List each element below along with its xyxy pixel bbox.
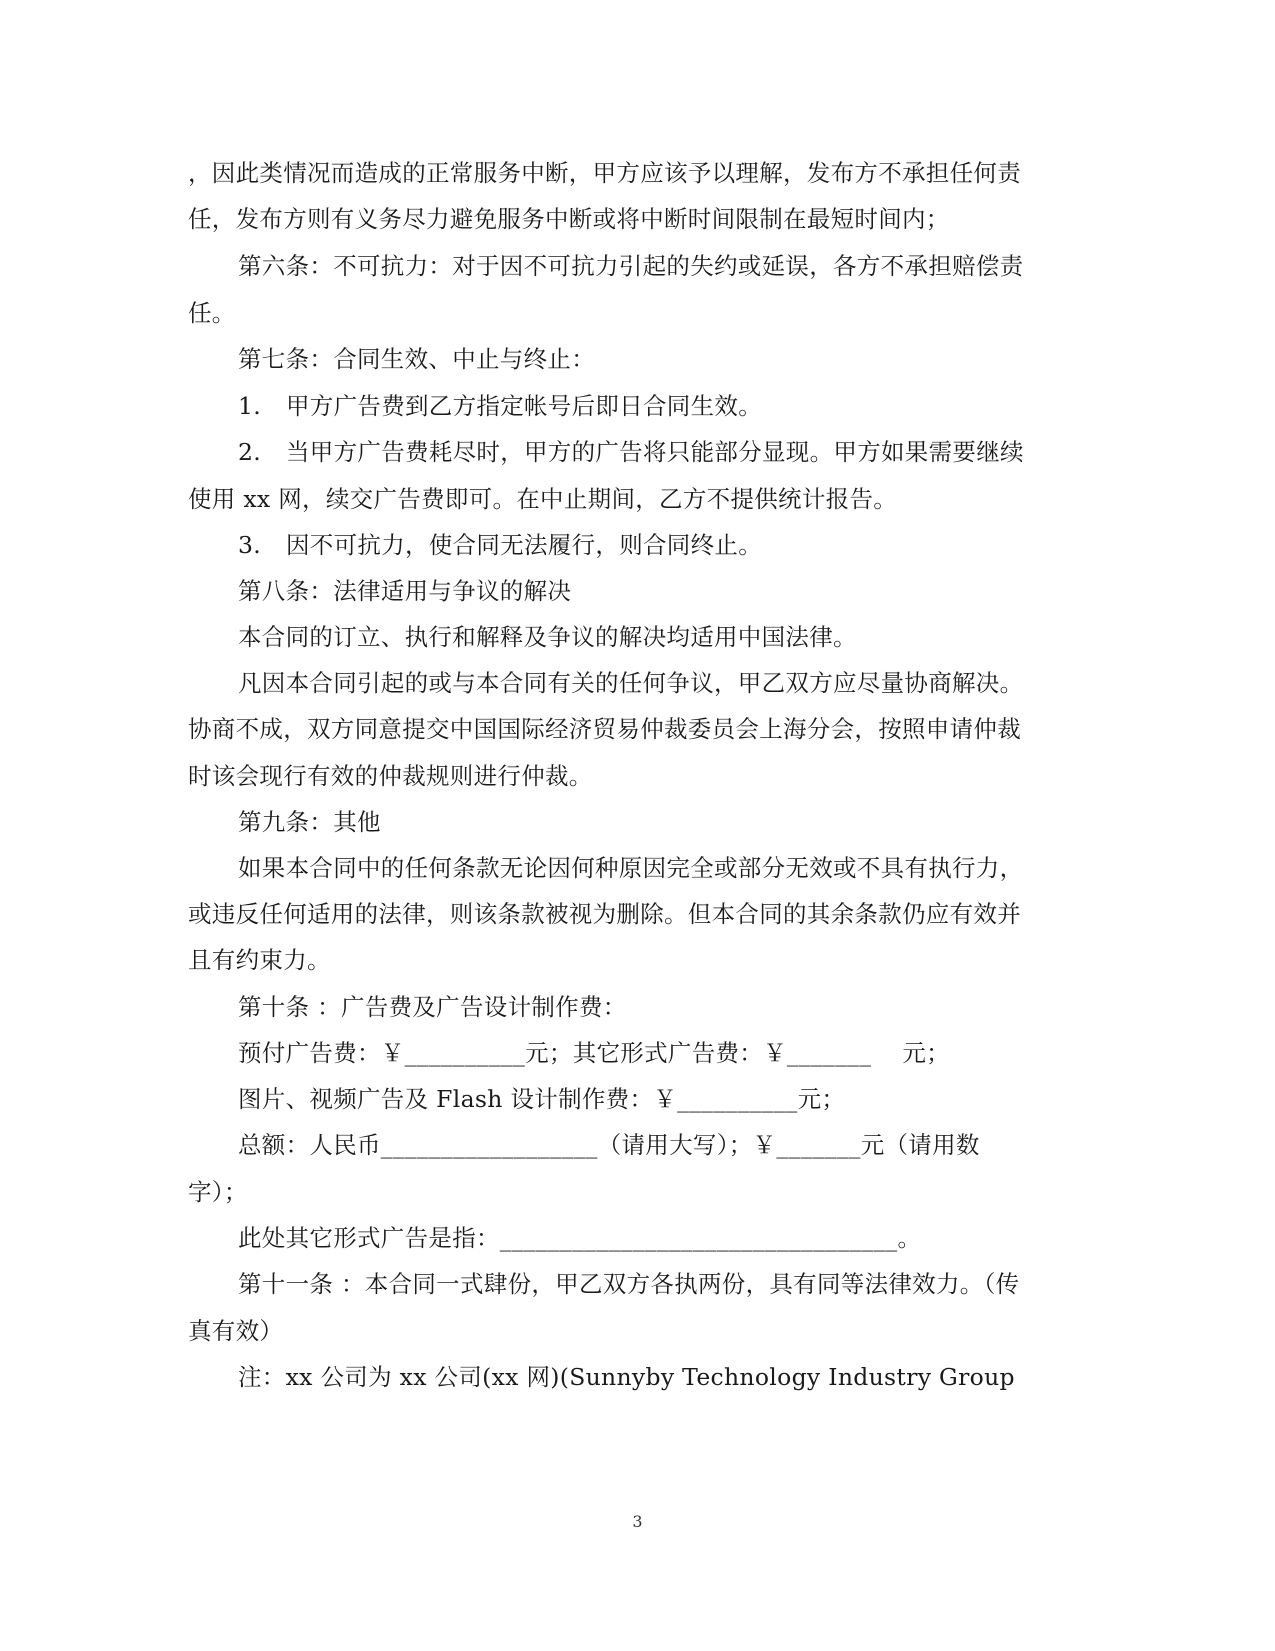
article-10-heading: 第十条 ：广告费及广告设计制作费： [238, 993, 627, 1021]
fee-total-line: 总额：人民币__________________（请用大写）；￥_______元（请用数 [238, 1131, 980, 1159]
paragraph-line: 真有效） [188, 1317, 284, 1345]
list-item-text: 因不可抗力，使合同无法履行，则合同终止。 [286, 531, 762, 559]
paragraph-line: 任，发布方则有义务尽力避免服务中断或将中断时间限制在最短时间内； [188, 205, 950, 233]
fee-line: 预付广告费：￥__________元；其它形式广告费：￥_______ 元； [238, 1039, 950, 1067]
list-item-number: 3. [238, 531, 262, 559]
list-item-text: 当甲方广告费耗尽时，甲方的广告将只能部分显现。甲方如果需要继续 [286, 438, 1024, 466]
paragraph-line: 使用 xx 网，续交广告费即可。在中止期间，乙方不提供统计报告。 [188, 485, 898, 513]
article-7-heading: 第七条：合同生效、中止与终止： [238, 345, 595, 373]
list-item-number: 1. [238, 392, 262, 420]
article-8-heading: 第八条：法律适用与争议的解决 [238, 577, 572, 605]
fee-line: 此处其它形式广告是指：_________________________________。 [238, 1224, 922, 1252]
paragraph-line: 且有约束力。 [188, 946, 331, 974]
paragraph-line: 任。 [188, 299, 236, 327]
list-item [238, 530, 762, 560]
article-11-heading: 第十一条 ：本合同一式肆份，甲乙双方各执两份，具有同等法律效力。（传 [238, 1270, 1020, 1298]
paragraph-line: 协商不成，双方同意提交中国国际经济贸易仲裁委员会上海分会，按照申请仲裁 [188, 715, 1021, 743]
article-9-heading: 第九条：其他 [238, 808, 381, 836]
note-line: 注：xx 公司为 xx 公司(xx 网)(Sunnyby Technology Industry Group [238, 1363, 1015, 1391]
list-item-number: 2. [238, 438, 262, 466]
paragraph-line: 如果本合同中的任何条款无论因何种原因完全或部分无效或不具有执行力， [238, 854, 1024, 882]
fee-line: 图片、视频广告及 Flash 设计制作费：￥__________元； [238, 1085, 846, 1113]
article-6-heading: 第六条：不可抗力：对于因不可抗力引起的失约或延误，各方不承担赔偿责 [238, 252, 1024, 280]
paragraph-line: 字）； [188, 1178, 248, 1206]
paragraph-line: ，因此类情况而造成的正常服务中断，甲方应该予以理解，发布方不承担任何责 [188, 159, 1021, 187]
paragraph-line: 本合同的订立、执行和解释及争议的解决均适用中国法律。 [238, 623, 857, 651]
paragraph-line: 时该会现行有效的仲裁规则进行仲裁。 [188, 762, 593, 790]
list-item [238, 437, 1024, 467]
paragraph-line: 凡因本合同引起的或与本合同有关的任何争议，甲乙双方应尽量协商解决。 [238, 669, 1024, 697]
list-item [238, 391, 762, 421]
page-number: 3 [632, 1512, 643, 1531]
list-item-text: 甲方广告费到乙方指定帐号后即日合同生效。 [286, 392, 762, 420]
paragraph-line: 或违反任何适用的法律，则该条款被视为删除。但本合同的其余条款仍应有效并 [188, 900, 1021, 928]
